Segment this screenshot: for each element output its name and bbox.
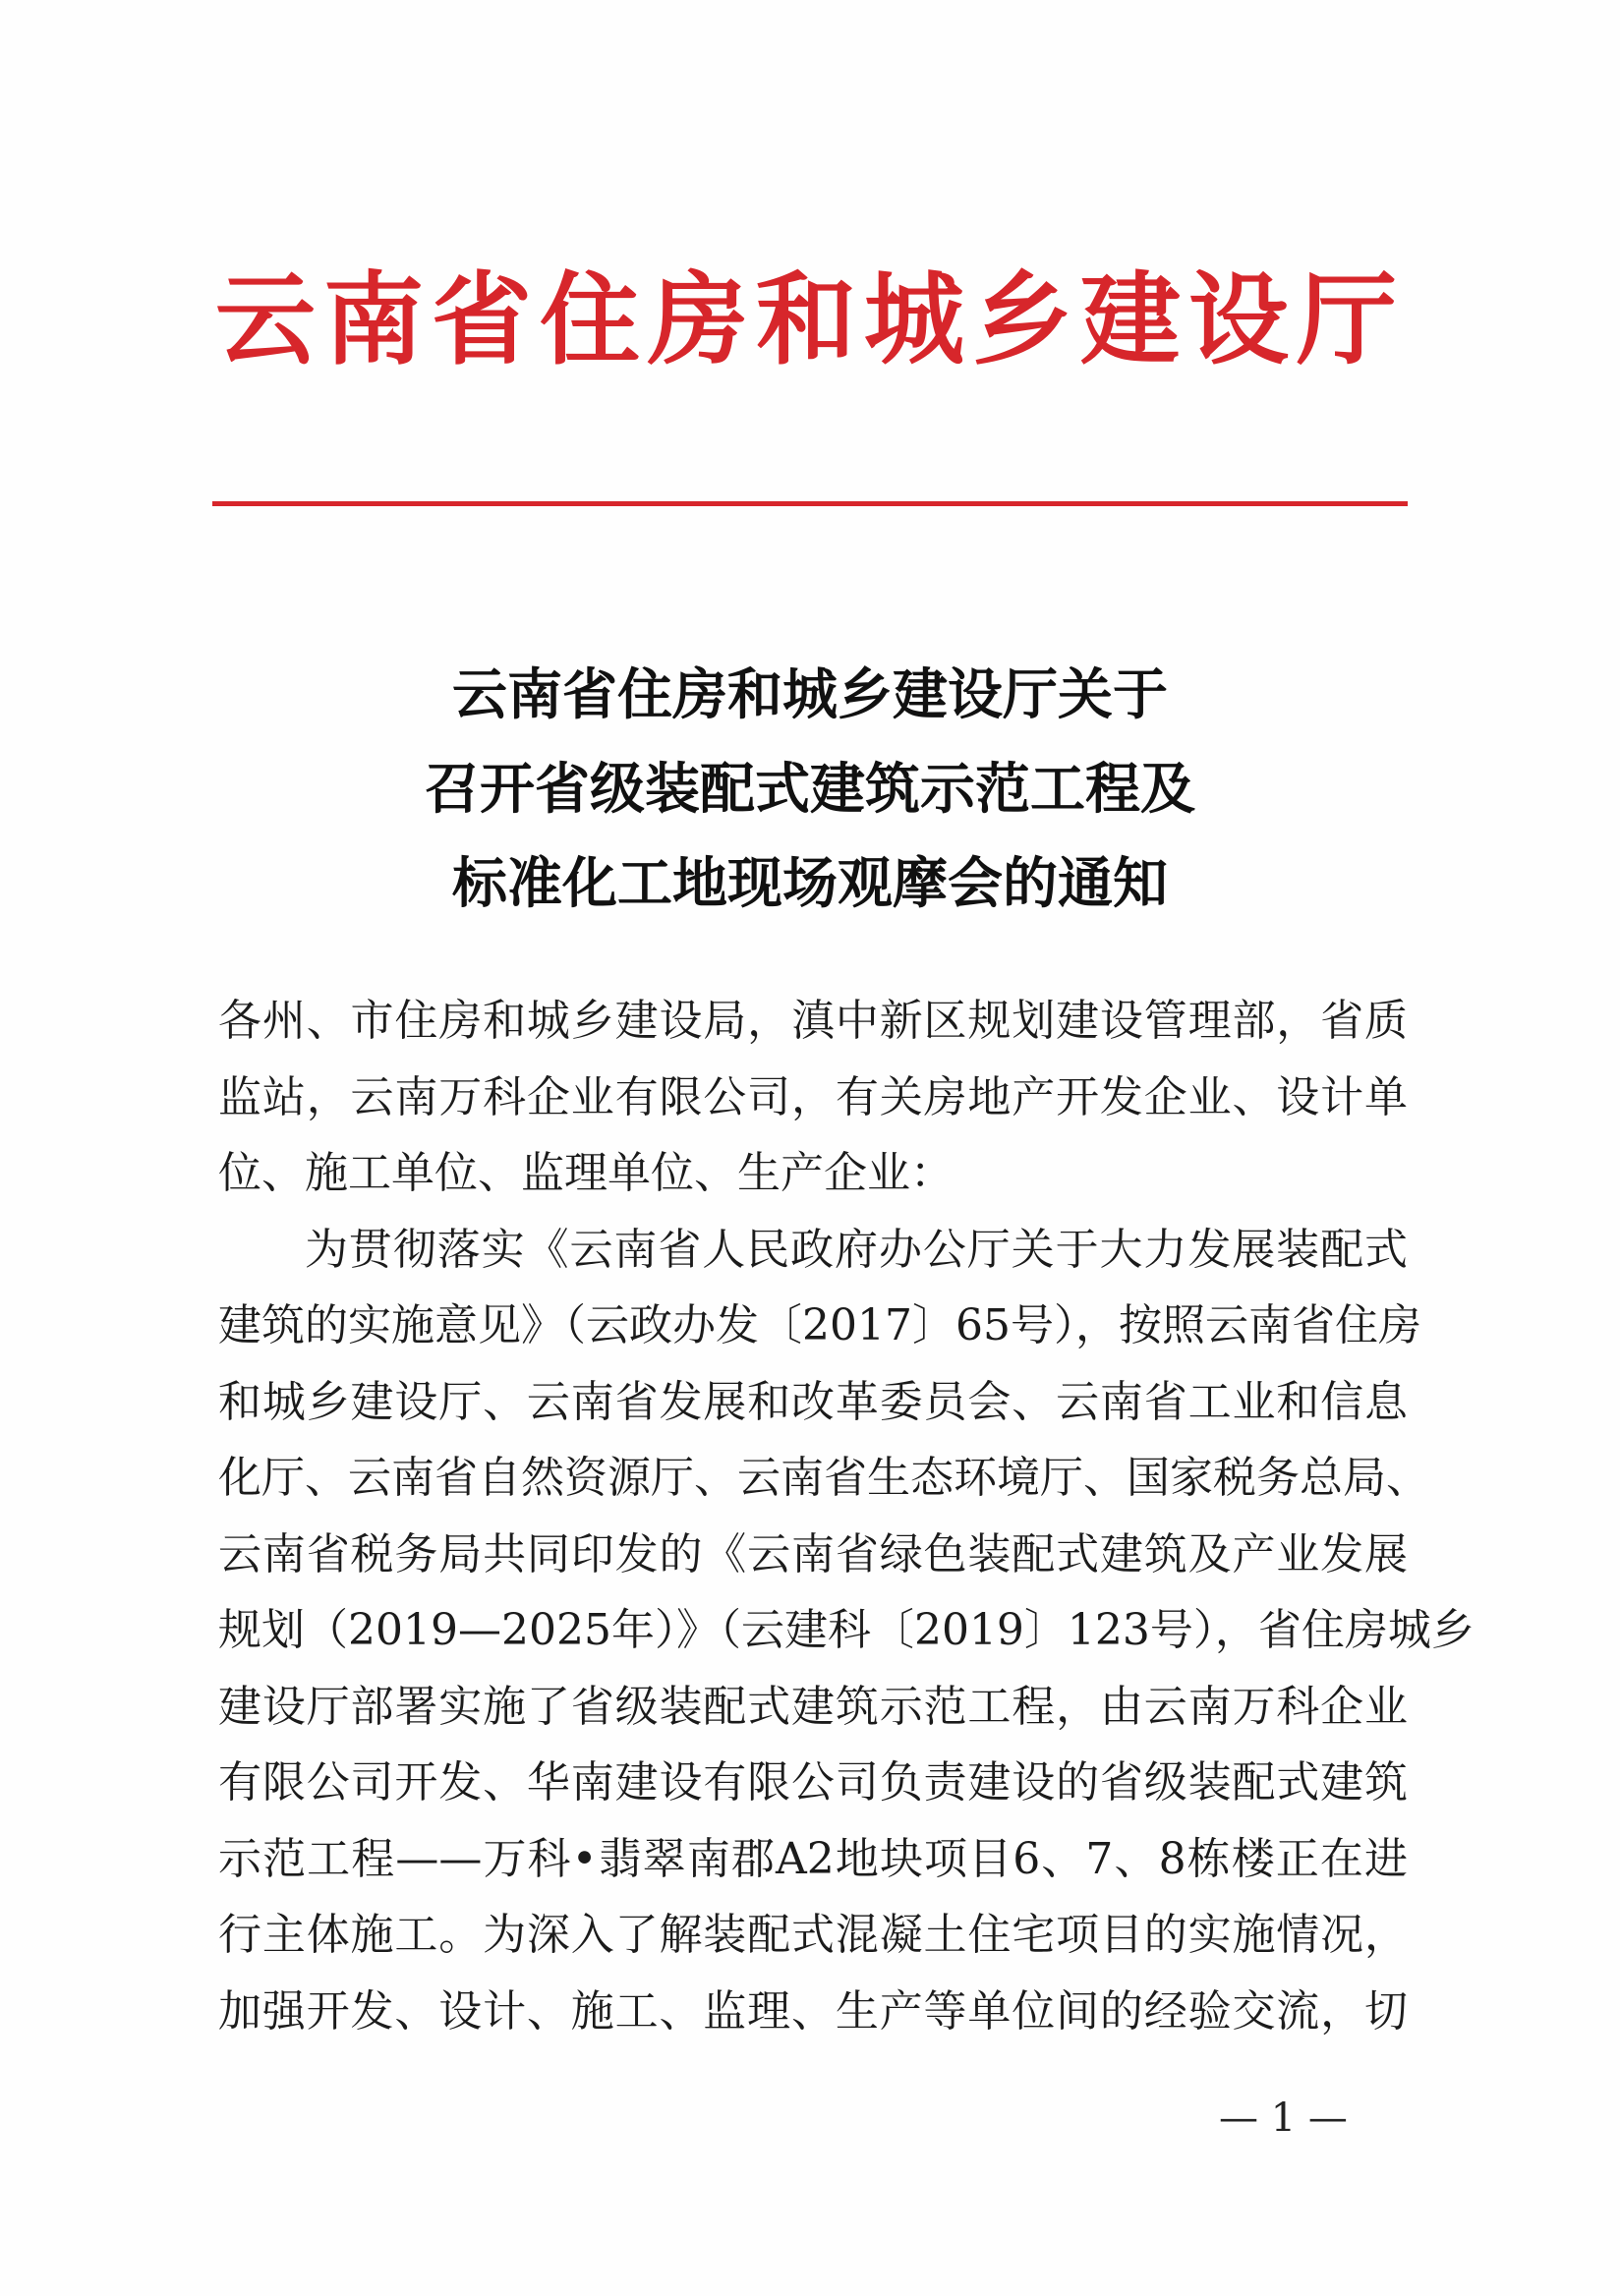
document-body bbox=[218, 983, 1475, 2049]
paragraph-line-6: 规划（2019—2025年）》（云建科〔2019〕123号），省住房城乡 bbox=[218, 1605, 1475, 1655]
page-number: — 1 — bbox=[1219, 2095, 1348, 2141]
title-line-3: 标准化工地现场观摩会的通知 bbox=[452, 852, 1168, 916]
paragraph-line-7: 建设厅部署实施了省级装配式建筑示范工程，由云南万科企业 bbox=[218, 1681, 1408, 1732]
paragraph-line-2: 建筑的实施意见》（云政办发〔2017〕65号），按照云南省住房 bbox=[218, 1300, 1421, 1350]
issuing-organization-header: 云南省住房和城乡建设厅 bbox=[215, 261, 1405, 379]
document-title bbox=[212, 649, 1408, 932]
addressee-line-2: 监站，云南万科企业有限公司，有关房地产开发企业、设计单 bbox=[218, 1071, 1408, 1122]
paragraph-line-9: 示范工程——万科•翡翠南郡A2地块项目6、7、8栋楼正在进 bbox=[218, 1833, 1408, 1884]
red-separator-line bbox=[212, 501, 1408, 506]
paragraph-line-3: 和城乡建设厅、云南省发展和改革委员会、云南省工业和信息 bbox=[218, 1376, 1408, 1427]
paragraph-line-5: 云南省税务局共同印发的《云南省绿色装配式建筑及产业发展 bbox=[218, 1528, 1408, 1579]
title-line-1: 云南省住房和城乡建设厅关于 bbox=[452, 663, 1168, 727]
paragraph-line-4: 化厅、云南省自然资源厅、云南省生态环境厅、国家税务总局、 bbox=[218, 1453, 1429, 1503]
title-line-2: 召开省级装配式建筑示范工程及 bbox=[425, 758, 1195, 822]
paragraph-line-10: 行主体施工。为深入了解装配式混凝土住宅项目的实施情况， bbox=[218, 1910, 1408, 1960]
paragraph-line-8: 有限公司开发、华南建设有限公司负责建设的省级装配式建筑 bbox=[218, 1757, 1408, 1808]
paragraph-line-1: 为贯彻落实《云南省人民政府办公厅关于大力发展装配式 bbox=[305, 1224, 1408, 1275]
addressee-line-1: 各州、市住房和城乡建设局，滇中新区规划建设管理部，省质 bbox=[218, 996, 1408, 1046]
paragraph-line-11: 加强开发、设计、施工、监理、生产等单位间的经验交流，切 bbox=[218, 1985, 1408, 2037]
addressee-line-3: 位、施工单位、监理单位、生产企业： bbox=[218, 1148, 954, 1198]
